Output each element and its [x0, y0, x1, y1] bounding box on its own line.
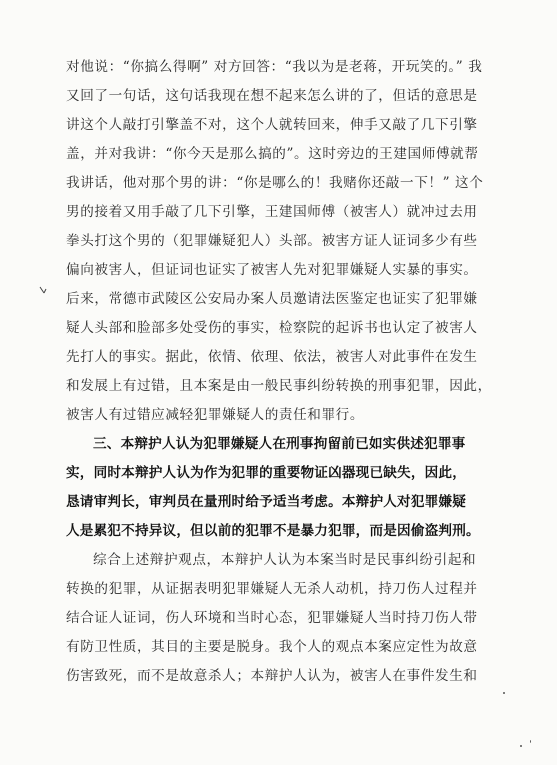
paragraph-line: 有防卫性质，其目的主要是脱身。我个人的观点本案应定性为故意 [66, 639, 478, 655]
section-heading-line: 实，同时本辩护人认为作为犯罪的重要物证凶器现已缺失，因此， [66, 465, 467, 481]
section-heading-line: 人是累犯不持异议，但以前的犯罪不是暴力犯罪，而是因偷盗判刑。 [66, 523, 480, 539]
paragraph-line: 转换的犯罪，从证据表明犯罪嫌疑人无杀人动机，持刀伤人过程并 [66, 581, 478, 597]
section-heading-line: 恳请审判长，审判员在量刑时给予适当考虑。本辩护人对犯罪嫌疑 [66, 494, 467, 510]
paragraph-line: 对他说：“你搞么得啊” 对方回答：“我以为是老蒋，开玩笑的。” 我 [66, 59, 483, 75]
scan-speck [520, 745, 522, 747]
paragraph-line: 先打人的事实。据此，依情、依理、依法，被害人对此事件在发生 [66, 349, 478, 365]
scan-speck [530, 740, 531, 743]
paragraph-line: 又回了一句话，这句话我现在想不起来怎么讲的了，但话的意思是 [66, 88, 478, 104]
paragraph-line: 疑人头部和脸部多处受伤的事实，检察院的起诉书也认定了被害人 [66, 320, 478, 336]
paragraph-line: 伤害致死，而不是故意杀人；本辩护人认为，被害人在事件发生和 [66, 668, 478, 684]
paragraph-line: 和发展上有过错，且本案是由一般民事纠纷转换的刑事犯罪，因此， [66, 378, 492, 394]
paragraph-line: 结合证人证词，伤人环境和当时心态，犯罪嫌疑人当时持刀伤人带 [66, 610, 478, 626]
paragraph-line: 综合上述辩护观点，本辩护人认为本案当时是民事纠纷引起和 [93, 552, 477, 568]
paragraph-line: 后来，常德市武陵区公安局办案人员邀请法医鉴定也证实了犯罪嫌 [66, 291, 478, 307]
paragraph-line: 我讲话，他对那个男的讲：“你是哪么的！我赌你还敲一下！” 这个 [66, 175, 484, 191]
paragraph-line: 男的接着又用手敲了几下引擎，王建国师傅（被害人）就冲过去用 [66, 204, 478, 220]
scan-mark [38, 285, 52, 297]
paragraph-line: 拳头打这个男的（犯罪嫌疑犯人）头部。被害方证人证词多少有些 [66, 233, 478, 249]
paragraph-line: 讲这个人敲打引擎盖不对，这个人就转回来，伸手又敲了几下引擎 [66, 117, 478, 133]
paragraph-line: 偏向被害人，但证词也证实了被害人先对犯罪嫌疑人实暴的事实。 [66, 262, 478, 278]
paragraph-line: 盖，并对我讲：“你今天是那么搞的”。这时旁边的王建国师傅就帮 [66, 146, 479, 162]
scan-speck [503, 692, 505, 694]
section-heading-line: 三、本辩护人认为犯罪嫌疑人在刑事拘留前已如实供述犯罪事 [93, 436, 466, 452]
paragraph-line: 被害人有过错应减轻犯罪嫌疑人的责任和罪行。 [66, 407, 365, 423]
